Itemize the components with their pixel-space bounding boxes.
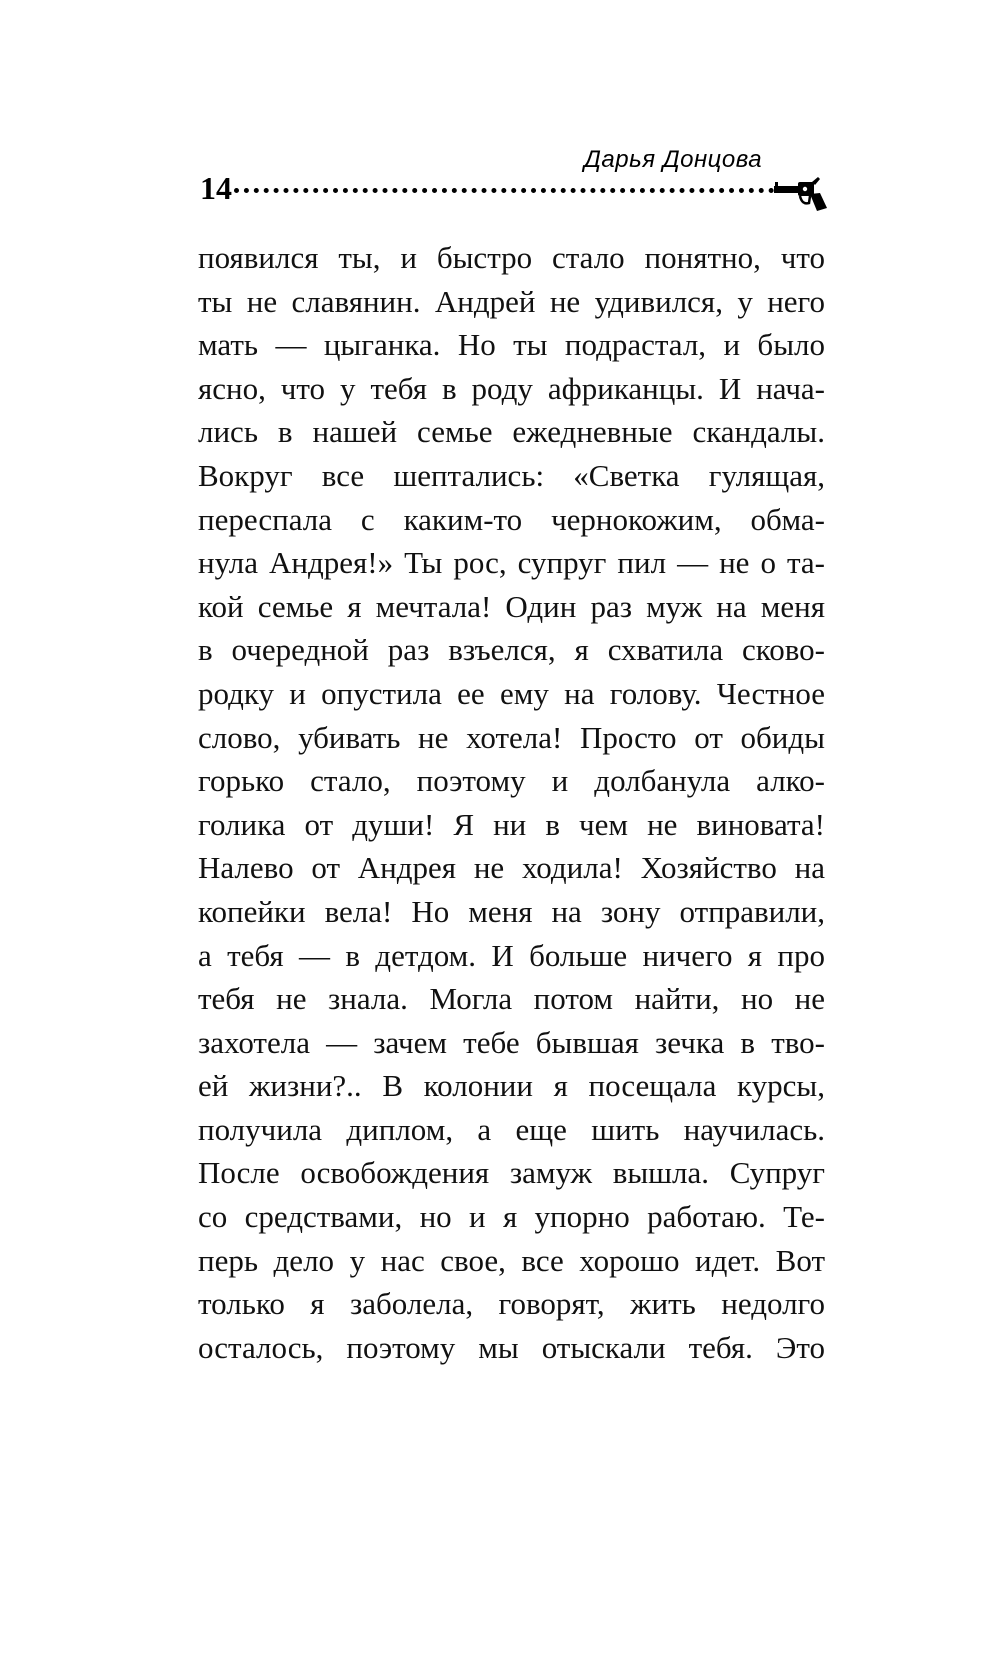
- header-dotted-rule: [234, 188, 794, 193]
- text-line: тебя не знала. Могла потом найти, но не: [198, 981, 825, 1017]
- text-line: После освобождения замуж вышла. Супруг: [198, 1155, 825, 1191]
- text-line: слово, убивать не хотела! Просто от обиды: [198, 719, 825, 755]
- text-line: перь дело у нас свое, все хорошо идет. Вот: [198, 1242, 825, 1278]
- body-text: [198, 236, 825, 1369]
- text-line: со средствами, но и я упорно работаю. Те-: [198, 1199, 825, 1235]
- text-line: копейки вела! Но меня на зону отправили,: [198, 893, 825, 929]
- text-line: а тебя — в детдом. И больше ничего я про: [198, 937, 825, 973]
- text-line: кой семье я мечтала! Один раз муж на меня: [198, 588, 825, 624]
- text-line: лись в нашей семье ежедневные скандалы.: [198, 414, 825, 450]
- text-line: осталось, поэтому мы отыскали тебя. Это: [198, 1329, 825, 1365]
- text-line: ясно, что у тебя в роду африканцы. И нача-: [198, 370, 825, 406]
- page-header: [196, 148, 832, 218]
- text-line: мать — цыганка. Но ты подрастал, и было: [198, 327, 825, 363]
- text-line: в очередной раз взъелся, я схватила сково-: [198, 632, 825, 668]
- text-line: горько стало, поэтому и долбанула алко-: [198, 763, 825, 799]
- text-line: нула Андрея!» Ты рос, супруг пил — не о та-: [198, 545, 825, 581]
- text-line: получила диплом, а еще шить научилась.: [198, 1111, 825, 1147]
- page-number: 14: [200, 170, 232, 206]
- running-title-author: Дарья Донцова: [584, 146, 763, 173]
- text-line: ты не славянин. Андрей не удивился, у него: [198, 283, 825, 319]
- text-line: появился ты, и быстро стало понятно, что: [198, 240, 825, 275]
- text-line: Вокруг все шептались: «Светка гулящая,: [198, 457, 825, 493]
- text-line: переспала с каким-то чернокожим, обма-: [198, 501, 825, 537]
- text-line: захотела — зачем тебе бывшая зечка в тво-: [198, 1024, 825, 1060]
- text-line: Налево от Андрея не ходила! Хозяйство на: [198, 850, 825, 886]
- revolver-icon: [772, 176, 828, 212]
- text-line: голика от души! Я ни в чем не виновата!: [198, 806, 825, 842]
- text-line: только я заболела, говорят, жить недолго: [198, 1286, 825, 1322]
- text-line: родку и опустила ее ему на голову. Честное: [198, 675, 825, 711]
- text-line: ей жизни?.. В колонии я посещала курсы,: [198, 1068, 825, 1104]
